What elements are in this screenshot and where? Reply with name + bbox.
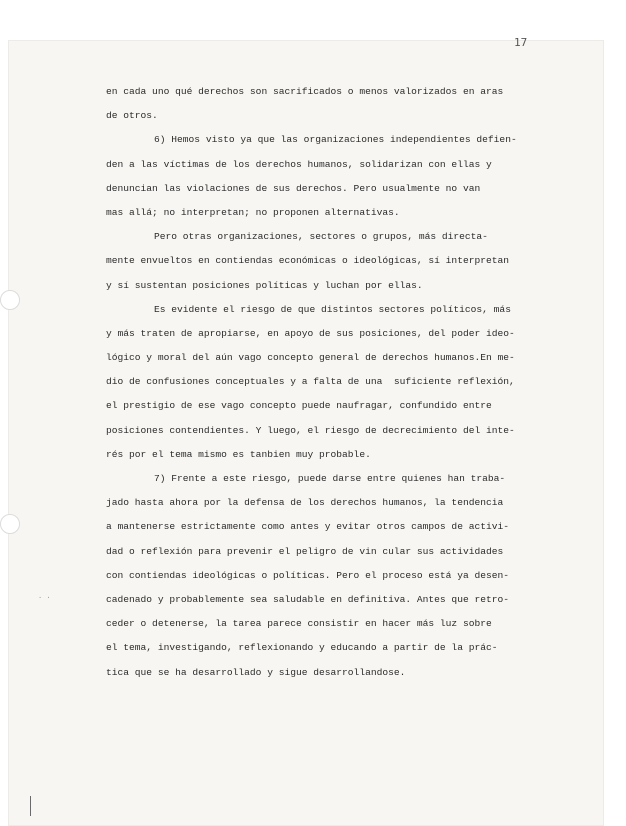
paragraph-6-start: 6) Hemos visto ya que las organizaciones independientes defien-	[154, 134, 517, 146]
text-line: ceder o detenerse, la tarea parece consistir en hacer más luz sobre	[106, 618, 492, 630]
text-line: en cada uno qué derechos son sacrificados o menos valorizados en aras	[106, 86, 504, 97]
punch-hole-bottom	[0, 514, 20, 534]
text-line: mente envueltos en contiendas económicas o ideológicas, sí interpretan	[106, 255, 510, 267]
paragraph-start: Es evidente el riesgo de que distintos sectores políticos, más	[154, 303, 511, 315]
text-line: dad o reflexión para prevenir el peligro de vin cular sus actividades	[106, 545, 504, 557]
text-line: y más traten de apropiarse, en apoyo de sus posiciones, del poder ideo-	[106, 327, 515, 339]
text-line: dio de confusiones conceptuales y a falta de una suficiente reflexión,	[106, 376, 515, 388]
punch-hole-top	[0, 290, 20, 310]
text-line: el prestigio de ese vago concepto puede naufragar, confundido entre	[106, 400, 492, 412]
text-line: jado hasta ahora por la defensa de los derechos humanos, la tendencia	[106, 497, 504, 509]
margin-mark	[30, 796, 31, 816]
text-line: den a las víctimas de los derechos humanos, solidarizan con ellas y	[106, 158, 492, 170]
text-line: denuncian las violaciones de sus derechos. Pero usualmente no van	[106, 182, 481, 194]
document-body	[106, 80, 546, 685]
text-line: el tema, investigando, reflexionando y educando a partir de la prác-	[106, 642, 498, 654]
text-line: cadenado y probablemente sea saludable en definitiva. Antes que retro-	[106, 593, 510, 605]
paragraph-7-start: 7) Frente a este riesgo, puede darse entre quienes han traba-	[154, 473, 506, 484]
text-line: de otros.	[106, 110, 158, 122]
text-line: con contiendas ideológicas o políticas. Pero el proceso está ya desen-	[106, 569, 510, 581]
text-line: a mantenerse estrictamente como antes y evitar otros campos de activi-	[106, 521, 510, 533]
text-line: mas allá; no interpretan; no proponen alternativas.	[106, 206, 400, 218]
paragraph-start: Pero otras organizaciones, sectores o grupos, más directa-	[154, 231, 488, 243]
text-line: tica que se ha desarrollado y sigue desarrollandose.	[106, 666, 406, 678]
text-line: lógico y moral del aún vago concepto general de derechos humanos.En me-	[106, 352, 515, 364]
page-number: 17	[514, 36, 528, 49]
text-line: rés por el tema mismo es tanbien muy probable.	[106, 448, 371, 460]
text-line: posiciones contendientes. Y luego, el riesgo de decrecimiento del inte-	[106, 424, 515, 436]
stray-mark: · ·	[38, 594, 51, 602]
text-line: y sí sustentan posiciones políticas y luchan por ellas.	[106, 279, 423, 291]
